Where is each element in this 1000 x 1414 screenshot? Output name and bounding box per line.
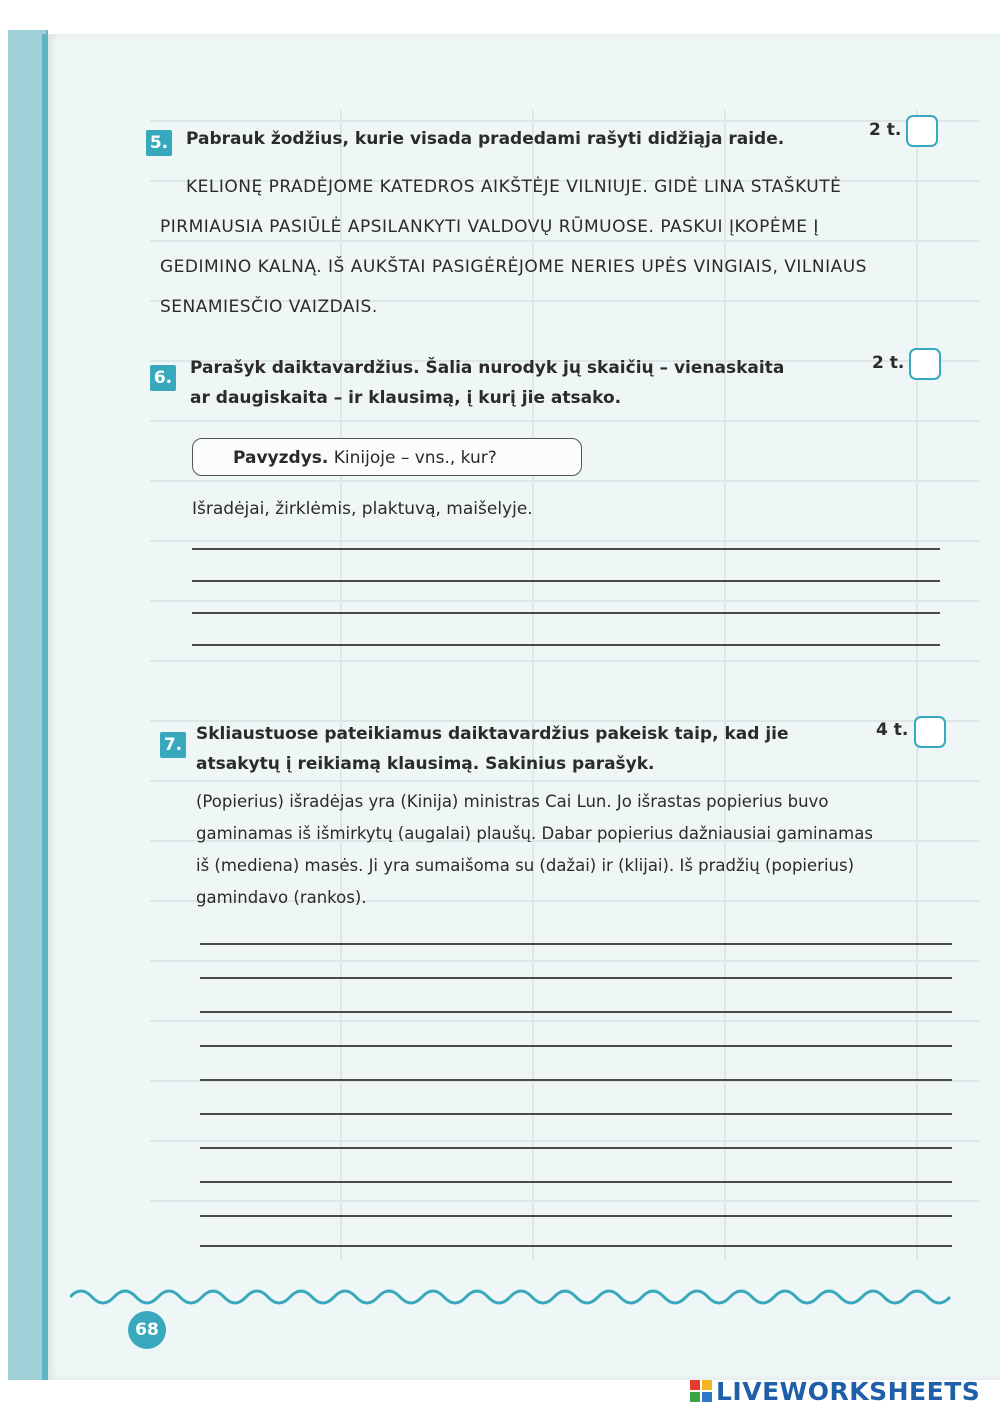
task5-number: 5. [146,130,172,156]
task6-answer-line-4[interactable] [192,644,940,646]
task7-number: 7. [160,732,186,758]
task7-answer-line-4[interactable] [200,1045,952,1047]
task6-example-box [192,438,582,476]
page-number: 68 [128,1311,166,1349]
task7-points: 4 t. [876,720,909,740]
task6-heading-line-2: ar daugiskaita – ir klausimą, į kurį jie atsako. [190,388,622,408]
task5-line-4[interactable]: SENAMIESČIO VAIZDAIS. [160,297,378,317]
task7-text-line-4: gamindavo (rankos). [196,888,367,907]
logo-grid-icon [690,1380,712,1402]
task7-answer-line-1[interactable] [200,943,952,945]
task7-heading-line-1: Skliaustuose pateikiamus daiktavardžius pakeisk taip, kad jie [196,724,789,744]
task5-line-2[interactable]: PIRMIAUSIA PASIŪLĖ APSILANKYTI VALDOVŲ RŪMUOSE. PASKUI ĮKOPĖME Į [160,217,819,237]
liveworksheets-logo [690,1376,980,1406]
logo-text: LIVEWORKSHEETS [716,1376,981,1406]
task5-heading: Pabrauk žodžius, kurie visada pradedami rašyti didžiąja raide. [186,129,785,149]
task6-answer-line-2[interactable] [192,580,940,582]
task7-heading-line-2: atsakytų į reikiamą klausimą. Sakinius parašyk. [196,754,655,774]
task7-points-box[interactable] [914,716,946,748]
task7-answer-line-2[interactable] [200,977,952,979]
task6-heading-line-1: Parašyk daiktavardžius. Šalia nurodyk jų skaičių – vienaskaita [190,358,785,378]
task6-answer-line-1[interactable] [192,548,940,550]
task7-answer-line-3[interactable] [200,1011,952,1013]
task7-answer-line-6[interactable] [200,1113,952,1115]
task7-answer-line-9[interactable] [200,1215,952,1217]
task6-points-box[interactable] [909,348,941,380]
task5-line-1[interactable]: KELIONĘ PRADĖJOME KATEDROS AIKŠTĖJE VILNIUJE. GIDĖ LINA STAŠKUTĖ [186,177,842,197]
task6-number: 6. [150,365,176,391]
task7-text-line-2: gaminamas iš išmirkytų (augalai) plaušų. Dabar popierius dažniausiai gaminamas [196,824,873,843]
task7-answer-line-8[interactable] [200,1181,952,1183]
task5-points: 2 t. [869,120,902,140]
task6-points: 2 t. [872,353,905,373]
task7-text-line-3: iš (mediena) masės. Ji yra sumaišoma su (dažai) ir (klijai). Iš pradžių (popierius) [196,856,855,875]
task7-text-line-1: (Popierius) išradėjas yra (Kinija) ministras Cai Lun. Jo išrastas popierius buvo [196,792,829,811]
task6-words: Išradėjai, žirklėmis, plaktuvą, maišelyje. [192,499,533,519]
wave-decoration [70,1285,970,1309]
task6-example-text: Kinijoje – vns., kur? [328,448,497,468]
task7-answer-line-10[interactable] [200,1245,952,1247]
task5-line-3[interactable]: GEDIMINO KALNĄ. IŠ AUKŠTAI PASIGĖRĖJOME NERIES UPĖS VINGIAIS, VILNIAUS [160,257,867,277]
task6-example-label: Pavyzdys. [233,448,329,468]
task6-answer-line-3[interactable] [192,612,940,614]
task7-answer-line-7[interactable] [200,1147,952,1149]
task5-points-box[interactable] [906,115,938,147]
task7-answer-line-5[interactable] [200,1079,952,1081]
